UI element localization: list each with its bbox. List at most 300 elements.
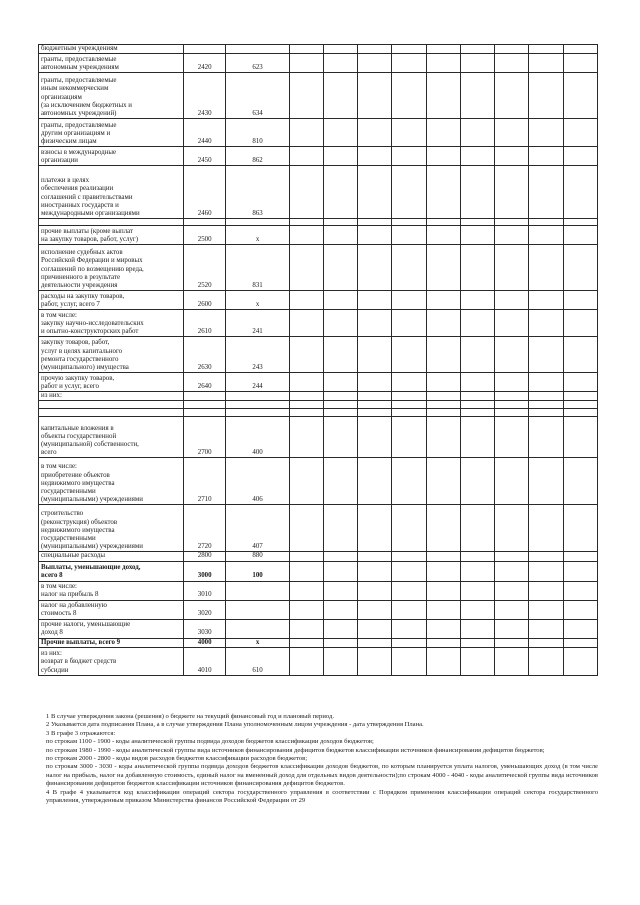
row-name-cell: гранты, предоставляемые автономным учреждениям	[39, 54, 184, 73]
row-name-cell: платежи в целях обеспечения реализации соглашений с правительствами иностранных государств и международными организациями	[39, 166, 184, 219]
value-cell	[460, 561, 494, 581]
value-cell	[324, 638, 358, 647]
value-cell	[392, 392, 426, 401]
value-cell	[358, 245, 392, 291]
value-cell	[289, 219, 323, 226]
value-cell	[563, 245, 597, 291]
value-cell	[324, 417, 358, 458]
row-code-cell	[184, 219, 226, 226]
footnote-line: по строкам 1100 - 1900 - коды аналитической группы подвида доходов бюджетов классификации доходов бюджетов;	[46, 738, 374, 746]
value-cell	[289, 226, 323, 245]
row-kbk-cell: 610	[226, 647, 289, 675]
value-cell	[392, 73, 426, 119]
row-kbk-cell: 407	[226, 505, 289, 552]
value-cell	[392, 291, 426, 310]
row-name-cell: налог на добавленную стоимость 8	[39, 600, 184, 619]
value-cell	[495, 561, 529, 581]
table-row	[39, 505, 598, 552]
value-cell	[426, 73, 460, 119]
value-cell	[426, 638, 460, 647]
table-row	[39, 373, 598, 392]
row-kbk-cell: 634	[226, 73, 289, 119]
value-cell	[426, 552, 460, 561]
table-row	[39, 166, 598, 219]
value-cell	[460, 619, 494, 638]
value-cell	[460, 505, 494, 552]
value-cell	[495, 291, 529, 310]
value-cell	[529, 581, 563, 600]
value-cell	[392, 417, 426, 458]
row-name-cell: Прочие выплаты, всего 9	[39, 638, 184, 647]
value-cell	[529, 54, 563, 73]
table-row	[39, 619, 598, 638]
table-row	[39, 73, 598, 119]
value-cell	[289, 458, 323, 505]
value-cell	[289, 581, 323, 600]
value-cell	[324, 219, 358, 226]
value-cell	[358, 505, 392, 552]
value-cell	[324, 505, 358, 552]
row-code-cell: 2600	[184, 291, 226, 310]
value-cell	[529, 401, 563, 409]
row-code-cell: 2610	[184, 310, 226, 337]
table-row	[39, 119, 598, 147]
value-cell	[392, 505, 426, 552]
value-cell	[426, 581, 460, 600]
footnote-line: 3 В графе 3 отражаются:	[46, 729, 116, 737]
row-code-cell	[184, 392, 226, 401]
value-cell	[392, 219, 426, 226]
row-code-cell: 2440	[184, 119, 226, 147]
value-cell	[460, 45, 494, 54]
value-cell	[495, 219, 529, 226]
row-kbk-cell: х	[226, 291, 289, 310]
value-cell	[426, 147, 460, 166]
value-cell	[392, 245, 426, 291]
value-cell	[563, 600, 597, 619]
row-code-cell: 2460	[184, 166, 226, 219]
value-cell	[289, 73, 323, 119]
value-cell	[529, 552, 563, 561]
value-cell	[426, 245, 460, 291]
value-cell	[563, 505, 597, 552]
value-cell	[495, 619, 529, 638]
row-name-cell: прочие выплаты (кроме выплат на закупку товаров, работ, услуг)	[39, 226, 184, 245]
row-name-cell: гранты, предоставляемые иным некоммерческим организациям (за исключением бюджетных и автономных учреждений)	[39, 73, 184, 119]
value-cell	[289, 561, 323, 581]
value-cell	[358, 561, 392, 581]
value-cell	[460, 647, 494, 675]
value-cell	[563, 45, 597, 54]
value-cell	[426, 561, 460, 581]
value-cell	[460, 417, 494, 458]
value-cell	[495, 638, 529, 647]
row-name-cell: расходы на закупку товаров, работ, услуг, всего 7	[39, 291, 184, 310]
value-cell	[426, 219, 460, 226]
row-kbk-cell: 243	[226, 337, 289, 373]
value-cell	[392, 561, 426, 581]
value-cell	[392, 373, 426, 392]
value-cell	[392, 552, 426, 561]
row-code-cell: 2420	[184, 54, 226, 73]
value-cell	[358, 310, 392, 337]
row-name-cell: прочую закупку товаров, работ и услуг, всего	[39, 373, 184, 392]
value-cell	[324, 45, 358, 54]
value-cell	[460, 600, 494, 619]
value-cell	[495, 409, 529, 417]
value-cell	[495, 147, 529, 166]
row-name-cell: исполнение судебных актов Российской Федерации и мировых соглашений по возмещению вреда, причиненного в результате деятельности учреждения	[39, 245, 184, 291]
row-name-cell: в том числе: закупку научно-исследовательских и опытно-конструкторских работ	[39, 310, 184, 337]
value-cell	[289, 401, 323, 409]
value-cell	[392, 638, 426, 647]
value-cell	[358, 219, 392, 226]
value-cell	[358, 226, 392, 245]
value-cell	[392, 409, 426, 417]
value-cell	[495, 310, 529, 337]
value-cell	[392, 458, 426, 505]
row-name-cell: бюджетным учреждениям	[39, 45, 184, 54]
row-code-cell: 3030	[184, 619, 226, 638]
value-cell	[324, 226, 358, 245]
value-cell	[289, 417, 323, 458]
value-cell	[495, 45, 529, 54]
value-cell	[392, 337, 426, 373]
value-cell	[392, 647, 426, 675]
table-row	[39, 458, 598, 505]
row-name-cell: строительство (реконструкция) объектов недвижимого имущества государственными (муниципальными) учреждениями	[39, 505, 184, 552]
value-cell	[563, 417, 597, 458]
value-cell	[563, 552, 597, 561]
value-cell	[563, 409, 597, 417]
value-cell	[529, 310, 563, 337]
row-code-cell: 2450	[184, 147, 226, 166]
value-cell	[495, 245, 529, 291]
table-row	[39, 337, 598, 373]
table-row	[39, 291, 598, 310]
row-code-cell: 2500	[184, 226, 226, 245]
value-cell	[563, 337, 597, 373]
value-cell	[289, 166, 323, 219]
value-cell	[392, 581, 426, 600]
value-cell	[529, 561, 563, 581]
value-cell	[358, 401, 392, 409]
row-kbk-cell	[226, 600, 289, 619]
row-kbk-cell	[226, 409, 289, 417]
value-cell	[289, 619, 323, 638]
value-cell	[358, 373, 392, 392]
value-cell	[358, 619, 392, 638]
row-kbk-cell: 100	[226, 561, 289, 581]
value-cell	[358, 45, 392, 54]
row-kbk-cell: 244	[226, 373, 289, 392]
value-cell	[392, 45, 426, 54]
value-cell	[529, 638, 563, 647]
row-code-cell	[184, 409, 226, 417]
value-cell	[495, 417, 529, 458]
value-cell	[324, 166, 358, 219]
value-cell	[563, 166, 597, 219]
table-row	[39, 54, 598, 73]
value-cell	[289, 310, 323, 337]
value-cell	[460, 73, 494, 119]
footnote-line: по строкам 3000 - 3030 - коды аналитической группы подвида доходов бюджетов классификации доходов бюджетов, по которым планируется уплата налогов, уменьшающих доход (в том числе налог на прибыль, налог на добавленную стоимость, единый налог на вмененный доход для отдельных видов деятельности);по строкам 4000 - 4040 - коды аналитической группы вида источников финансирования дефицитов бюджетов классификации источников финансирования дефицитов бюджетов.	[46, 763, 598, 788]
value-cell	[392, 166, 426, 219]
row-kbk-cell	[226, 581, 289, 600]
row-code-cell	[184, 45, 226, 54]
value-cell	[460, 552, 494, 561]
value-cell	[563, 373, 597, 392]
row-kbk-cell: 863	[226, 166, 289, 219]
value-cell	[392, 226, 426, 245]
row-name-cell: в том числе: приобретение объектов недвижимого имущества государственными (муниципальными) учреждениями	[39, 458, 184, 505]
value-cell	[392, 119, 426, 147]
value-cell	[529, 291, 563, 310]
value-cell	[426, 401, 460, 409]
row-kbk-cell	[226, 45, 289, 54]
table-row	[39, 552, 598, 561]
row-code-cell: 2700	[184, 417, 226, 458]
footnote-line: 1 В случае утверждения закона (решения) о бюджете на текущий финансовый год и плановый период.	[46, 713, 334, 720]
value-cell	[563, 392, 597, 401]
value-cell	[460, 581, 494, 600]
row-kbk-cell: 400	[226, 417, 289, 458]
value-cell	[324, 291, 358, 310]
value-cell	[289, 409, 323, 417]
value-cell	[529, 373, 563, 392]
value-cell	[358, 638, 392, 647]
value-cell	[392, 54, 426, 73]
table-row	[39, 561, 598, 581]
footnote-line: по строкам 1980 - 1990 - коды аналитической группы вида источников финансирования дефицитов бюджетов классификации источников финансирования дефицитов бюджетов;	[46, 746, 545, 754]
value-cell	[563, 619, 597, 638]
table-row	[39, 401, 598, 409]
value-cell	[563, 561, 597, 581]
value-cell	[563, 54, 597, 73]
value-cell	[495, 337, 529, 373]
value-cell	[392, 600, 426, 619]
value-cell	[324, 245, 358, 291]
value-cell	[324, 619, 358, 638]
value-cell	[529, 458, 563, 505]
table-row	[39, 226, 598, 245]
table-row	[39, 219, 598, 226]
value-cell	[392, 619, 426, 638]
row-name-cell: прочие налоги, уменьшающие доход 8	[39, 619, 184, 638]
table-row	[39, 647, 598, 675]
value-cell	[289, 45, 323, 54]
table-row	[39, 417, 598, 458]
row-code-cell: 2710	[184, 458, 226, 505]
value-cell	[324, 73, 358, 119]
value-cell	[495, 647, 529, 675]
value-cell	[426, 505, 460, 552]
value-cell	[324, 581, 358, 600]
footnote-line: по строкам 2000 - 2800 - коды видов расходов бюджетов классификации расходов бюджетов;	[46, 755, 308, 763]
value-cell	[529, 392, 563, 401]
row-kbk-cell: 831	[226, 245, 289, 291]
value-cell	[324, 310, 358, 337]
row-name-cell: Выплаты, уменьшающие доход, всего 8	[39, 561, 184, 581]
table-row	[39, 600, 598, 619]
row-code-cell: 2640	[184, 373, 226, 392]
table-row	[39, 392, 598, 401]
value-cell	[289, 119, 323, 147]
row-name-cell: из них:	[39, 392, 184, 401]
row-kbk-cell: 862	[226, 147, 289, 166]
value-cell	[460, 409, 494, 417]
value-cell	[289, 638, 323, 647]
value-cell	[426, 647, 460, 675]
value-cell	[289, 54, 323, 73]
row-kbk-cell: 880	[226, 552, 289, 561]
value-cell	[460, 119, 494, 147]
row-name-cell: гранты, предоставляемые другим организациям и физическим лицам	[39, 119, 184, 147]
row-code-cell: 2430	[184, 73, 226, 119]
value-cell	[324, 392, 358, 401]
table-row	[39, 409, 598, 417]
row-kbk-cell: 406	[226, 458, 289, 505]
row-name-cell: из них: возврат в бюджет средств субсидии	[39, 647, 184, 675]
row-code-cell: 4010	[184, 647, 226, 675]
value-cell	[358, 73, 392, 119]
value-cell	[324, 458, 358, 505]
value-cell	[460, 166, 494, 219]
value-cell	[289, 647, 323, 675]
value-cell	[426, 45, 460, 54]
value-cell	[392, 310, 426, 337]
row-code-cell: 2520	[184, 245, 226, 291]
value-cell	[358, 647, 392, 675]
value-cell	[358, 291, 392, 310]
value-cell	[289, 373, 323, 392]
value-cell	[460, 373, 494, 392]
value-cell	[289, 245, 323, 291]
row-name-cell	[39, 409, 184, 417]
value-cell	[460, 392, 494, 401]
footnote-line: 4 В графе 4 указывается код классификации операций сектора государственного управления в соответствии с Порядком применения классификации операций сектора государственного управления, утвержденным приказом Министерства финансов Российской Федерации от 29	[46, 788, 598, 805]
value-cell	[289, 552, 323, 561]
value-cell	[426, 409, 460, 417]
row-name-cell: взносы в международные организации	[39, 147, 184, 166]
row-kbk-cell: 623	[226, 54, 289, 73]
value-cell	[324, 600, 358, 619]
value-cell	[289, 600, 323, 619]
value-cell	[495, 54, 529, 73]
value-cell	[495, 373, 529, 392]
row-code-cell: 4000	[184, 638, 226, 647]
table-row	[39, 581, 598, 600]
row-kbk-cell: х	[226, 638, 289, 647]
value-cell	[289, 147, 323, 166]
value-cell	[529, 119, 563, 147]
value-cell	[495, 458, 529, 505]
value-cell	[529, 45, 563, 54]
value-cell	[529, 600, 563, 619]
row-kbk-cell: х	[226, 226, 289, 245]
value-cell	[495, 392, 529, 401]
value-cell	[563, 226, 597, 245]
value-cell	[324, 401, 358, 409]
table-row	[39, 245, 598, 291]
value-cell	[426, 392, 460, 401]
value-cell	[358, 337, 392, 373]
value-cell	[529, 73, 563, 119]
row-code-cell: 3020	[184, 600, 226, 619]
value-cell	[563, 291, 597, 310]
value-cell	[529, 409, 563, 417]
row-kbk-cell	[226, 619, 289, 638]
value-cell	[529, 647, 563, 675]
table-row	[39, 638, 598, 647]
row-code-cell: 3000	[184, 561, 226, 581]
value-cell	[358, 600, 392, 619]
value-cell	[495, 552, 529, 561]
value-cell	[324, 373, 358, 392]
table-row	[39, 147, 598, 166]
value-cell	[495, 166, 529, 219]
value-cell	[324, 147, 358, 166]
value-cell	[289, 505, 323, 552]
value-cell	[460, 310, 494, 337]
value-cell	[358, 392, 392, 401]
value-cell	[358, 417, 392, 458]
row-name-cell: капитальные вложения в объекты государственной (муниципальной) собственности, всего	[39, 417, 184, 458]
value-cell	[426, 337, 460, 373]
value-cell	[460, 337, 494, 373]
table-row	[39, 45, 598, 54]
value-cell	[324, 54, 358, 73]
value-cell	[563, 310, 597, 337]
value-cell	[289, 337, 323, 373]
value-cell	[495, 73, 529, 119]
value-cell	[529, 245, 563, 291]
value-cell	[460, 401, 494, 409]
value-cell	[563, 219, 597, 226]
value-cell	[563, 647, 597, 675]
value-cell	[529, 147, 563, 166]
value-cell	[358, 552, 392, 561]
value-cell	[529, 417, 563, 458]
row-name-cell: в том числе: налог на прибыль 8	[39, 581, 184, 600]
value-cell	[529, 619, 563, 638]
value-cell	[289, 392, 323, 401]
value-cell	[358, 119, 392, 147]
row-kbk-cell	[226, 392, 289, 401]
value-cell	[358, 54, 392, 73]
value-cell	[426, 373, 460, 392]
value-cell	[460, 458, 494, 505]
value-cell	[460, 638, 494, 647]
value-cell	[426, 310, 460, 337]
value-cell	[426, 458, 460, 505]
row-kbk-cell	[226, 401, 289, 409]
value-cell	[495, 401, 529, 409]
value-cell	[289, 291, 323, 310]
value-cell	[426, 54, 460, 73]
value-cell	[563, 401, 597, 409]
value-cell	[529, 337, 563, 373]
row-kbk-cell: 810	[226, 119, 289, 147]
value-cell	[460, 291, 494, 310]
row-code-cell: 2720	[184, 505, 226, 552]
value-cell	[495, 505, 529, 552]
value-cell	[460, 147, 494, 166]
value-cell	[426, 119, 460, 147]
value-cell	[460, 219, 494, 226]
value-cell	[426, 166, 460, 219]
value-cell	[563, 458, 597, 505]
